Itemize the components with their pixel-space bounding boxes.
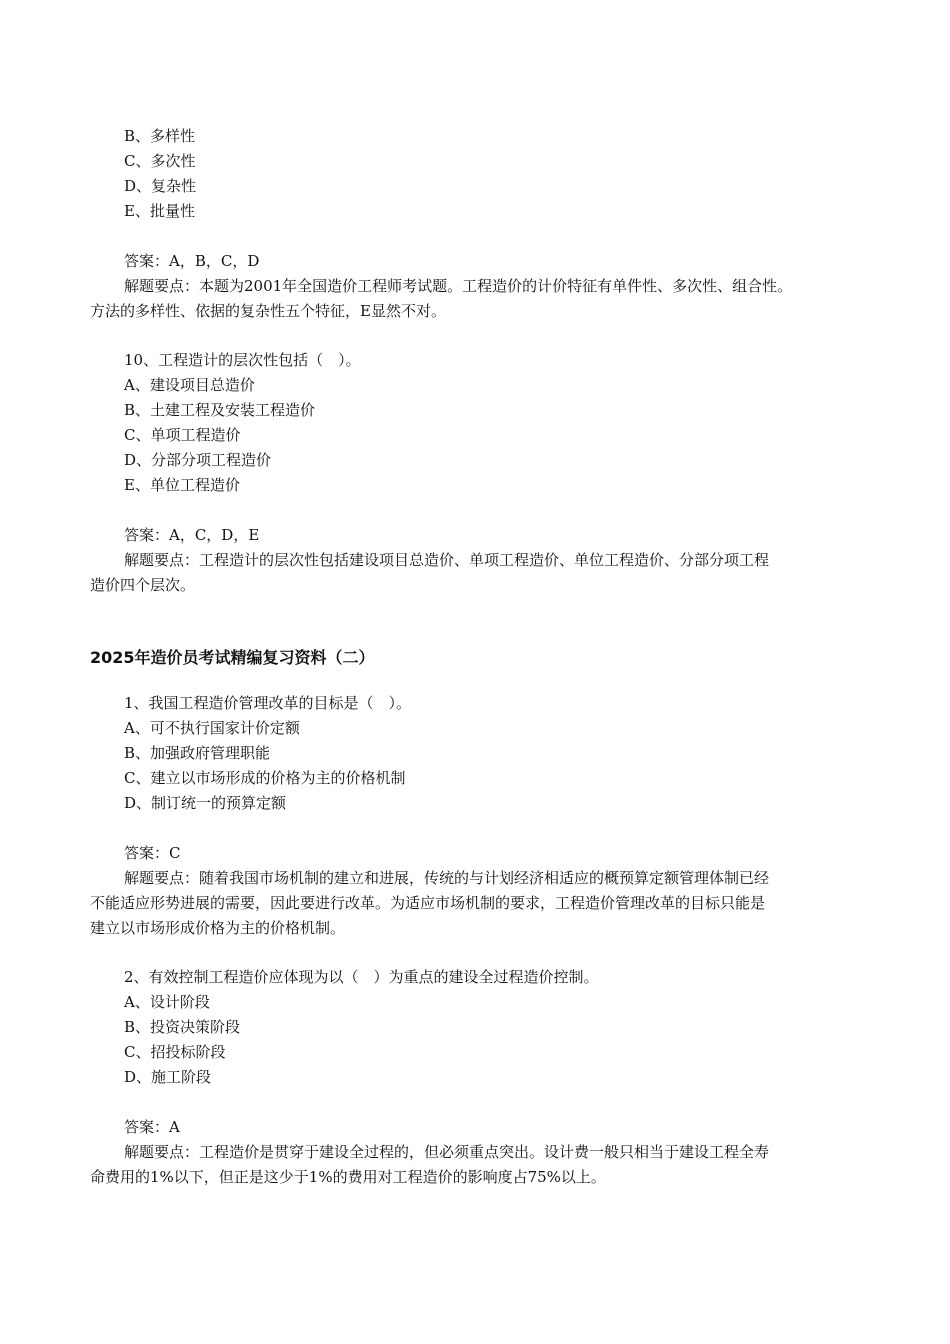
option-c: C、多次性: [124, 152, 196, 170]
question-10: 10、工程造计的层次性包括（ ）。: [124, 351, 361, 369]
explanation: 解题要点：本题为2001年全国造价工程师考试题。工程造价的计价特征有单件性、多次性、组合性。: [124, 277, 793, 295]
option-a: A、设计阶段: [124, 993, 210, 1011]
option-b: B、加强政府管理职能: [124, 744, 271, 762]
answer: 答案：A，B，C，D: [124, 252, 260, 270]
option-a: A、可不执行国家计价定额: [124, 719, 300, 737]
option-a: A、建设项目总造价: [124, 376, 255, 394]
option-d: D、制订统一的预算定额: [124, 794, 287, 812]
option-c: C、建立以市场形成的价格为主的价格机制: [124, 769, 406, 787]
question-2: 2、有效控制工程造价应体现为以（ ）为重点的建设全过程造价控制。: [124, 968, 599, 986]
option-d: D、施工阶段: [124, 1068, 212, 1086]
option-c: C、招投标阶段: [124, 1043, 226, 1061]
section-heading: 2025年造价员考试精编复习资料（二）: [90, 648, 375, 667]
option-e: E、单位工程造价: [124, 476, 240, 494]
explanation-continued: 方法的多样性、依据的复杂性五个特征，E显然不对。: [90, 302, 446, 320]
explanation-continued: 造价四个层次。: [90, 576, 196, 594]
explanation-continued: 不能适应形势进展的需要，因此要进行改革。为适应市场机制的要求，工程造价管理改革的目标只能是: [90, 894, 766, 912]
option-d: D、复杂性: [124, 177, 197, 195]
answer: 答案：A，C，D，E: [124, 526, 260, 544]
option-c: C、单项工程造价: [124, 426, 241, 444]
option-d: D、分部分项工程造价: [124, 451, 272, 469]
question-1: 1、我国工程造价管理改革的目标是（ ）。: [124, 694, 412, 712]
option-b: B、多样性: [124, 127, 196, 145]
answer: 答案：C: [124, 844, 181, 862]
option-e: E、批量性: [124, 202, 195, 220]
answer: 答案：A: [124, 1118, 180, 1136]
option-b: B、投资决策阶段: [124, 1018, 241, 1036]
option-b: B、土建工程及安装工程造价: [124, 401, 316, 419]
explanation-continued: 命费用的1%以下，但正是这少于1%的费用对工程造价的影响度占75%以上。: [90, 1168, 606, 1186]
explanation: 解题要点：工程造价是贯穿于建设全过程的，但必须重点突出。设计费一般只相当于建设工程全寿: [124, 1143, 770, 1161]
explanation: 解题要点：随着我国市场机制的建立和进展，传统的与计划经济相适应的概预算定额管理体制已经: [124, 869, 770, 887]
explanation-continued: 建立以市场形成价格为主的价格机制。: [90, 919, 346, 937]
explanation: 解题要点：工程造计的层次性包括建设项目总造价、单项工程造价、单位工程造价、分部分项工程: [124, 551, 770, 569]
